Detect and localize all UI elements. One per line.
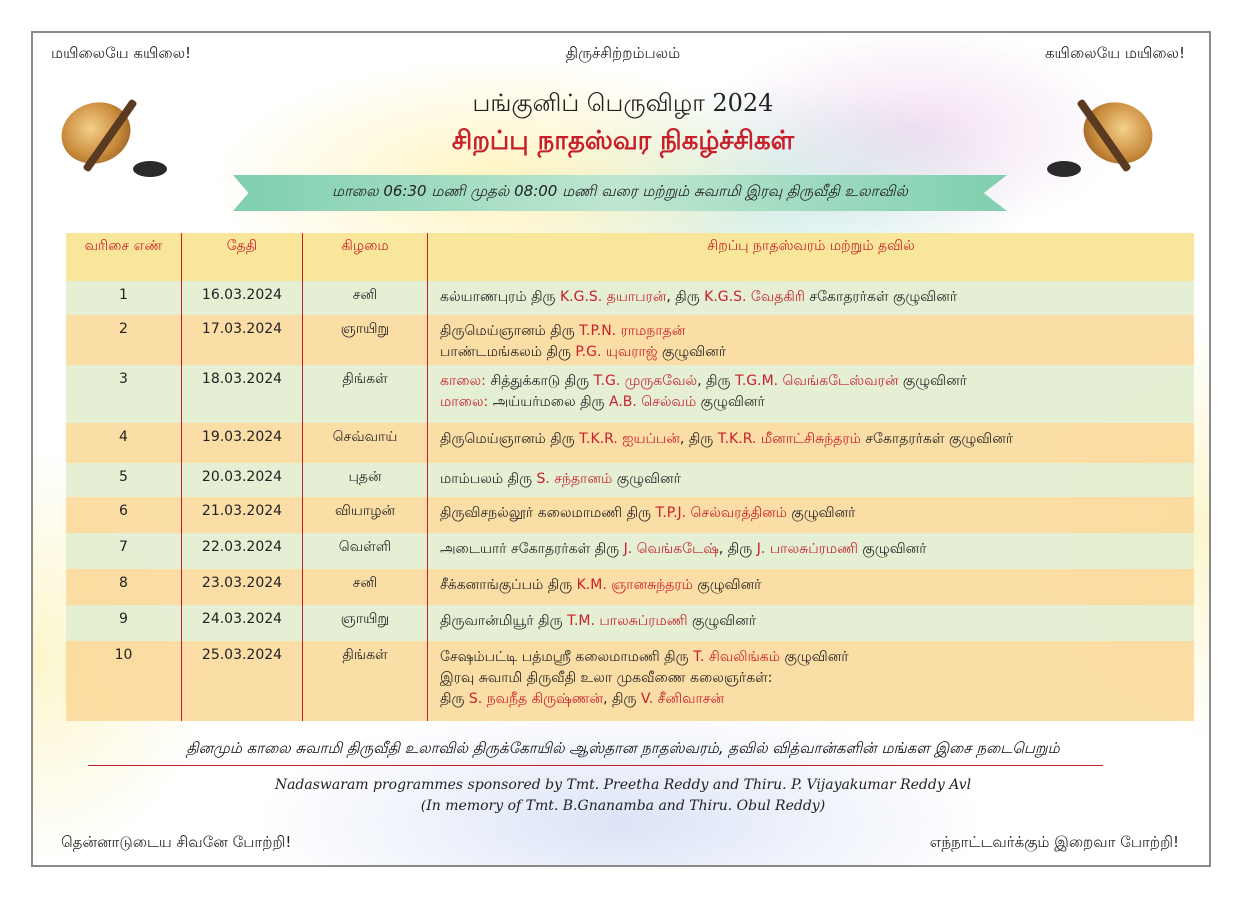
artist-line [440,371,1190,392]
cell-day: திங்கள் [303,641,428,721]
artist-text: குழுவினர் [780,649,849,665]
cell-day: வெள்ளி [303,533,428,569]
artist-name: T.K.R. மீனாட்சிசுந்தரம் [717,431,861,447]
table-row [66,605,1194,641]
artist-text: , திரு [697,373,735,389]
cell-date: 23.03.2024 [182,569,303,605]
cell-serial: 10 [66,641,182,721]
cell-serial: 6 [66,497,182,533]
artist-line [440,429,1190,450]
artist-text: திருவிசநல்லூர் கலைமாமணி திரு [440,505,656,521]
cell-artists [428,281,1195,315]
cell-day: சனி [303,281,428,315]
artist-text: அய்யர்மலை திரு [492,394,609,410]
artist-name: A.B. செல்வம் [609,394,697,410]
header-left: மயிலையே கயிலை! [51,44,192,62]
artist-text: குழுவினர் [692,577,762,593]
artist-name: K.G.S. தயாபரன் [559,289,667,305]
cell-day: சனி [303,569,428,605]
cell-date: 24.03.2024 [182,605,303,641]
artist-name: K.G.S. வேதகிரி [704,289,805,305]
artist-text: பாண்டமங்கலம் திரு [440,344,576,360]
sponsor-line: Nadaswaram programmes sponsored by Tmt. Preetha Reddy and Thiru. P. Vijayakumar Reddy Avl [274,777,972,793]
cell-serial: 8 [66,569,182,605]
table-row [66,533,1194,569]
cell-day: ஞாயிறு [303,315,428,365]
artist-text: குழுவினர் [612,471,681,487]
artist-line [440,611,1190,632]
cell-day: புதன் [303,463,428,497]
cell-serial: 5 [66,463,182,497]
table-row [66,641,1194,721]
col-header-day: கிழமை [303,233,428,281]
artist-text: குழுவினர் [657,344,727,360]
artist-text: சீக்கனாங்குப்பம் திரு [440,577,577,593]
artist-line [440,575,1190,596]
artist-name: V. சீனிவாசன் [640,691,725,707]
cell-date: 17.03.2024 [182,315,303,365]
artist-name: T.G.M. வெங்கடேஸ்வரன் [734,373,899,389]
artist-text: இரவு சுவாமி திருவீதி உலா முகவீணை கலைஞர்கள்: [440,670,773,686]
cell-date: 22.03.2024 [182,533,303,569]
table-row [66,497,1194,533]
table-body [66,281,1194,721]
artist-name: T. சிவலிங்கம் [693,649,780,665]
cell-artists [428,497,1195,533]
artist-name: T.G. முருகவேல் [593,373,698,389]
artist-name: T.M. பாலசுப்ரமணி [567,613,688,629]
artist-text: திருமெய்ஞானம் திரு [440,323,580,339]
cell-date: 18.03.2024 [182,365,303,423]
artist-name: T.P.J. செல்வரத்தினம் [655,505,787,521]
artist-line [440,539,1190,560]
col-header-date: தேதி [182,233,303,281]
page-title: பங்குனிப் பெருவிழா 2024 [472,89,774,117]
bottom-right-salutation: எந்நாட்டவர்க்கும் இறைவா போற்றி! [929,833,1179,851]
artist-text: மாம்பலம் திரு [440,471,537,487]
table-header-row [66,233,1194,281]
artist-line [440,321,1190,342]
artist-text: குழுவினர் [898,373,967,389]
artist-name: மாலை: [440,394,493,410]
col-header-serial: வரிசை எண் [66,233,182,281]
cell-artists [428,423,1195,463]
cell-serial: 1 [66,281,182,315]
artist-text: , திரு [679,431,718,447]
table-row [66,463,1194,497]
artist-text: , திரு [666,289,705,305]
cell-serial: 9 [66,605,182,641]
cell-artists [428,605,1195,641]
cell-date: 25.03.2024 [182,641,303,721]
artist-name: J. வெங்கடேஷ் [623,541,719,557]
artist-name: K.M. ஞானசுந்தரம் [576,577,693,593]
page-subtitle: சிறப்பு நாதஸ்வர நிகழ்ச்சிகள் [451,126,795,156]
bottom-left-salutation: தென்னாடுடைய சிவனே போற்றி! [61,833,292,851]
cell-artists [428,315,1195,365]
cell-artists [428,641,1195,721]
artist-text: சகோதரர்கள் குழுவினர் [804,289,958,305]
artist-text: சித்துக்காடு திரு [490,373,594,389]
cell-day: ஞாயிறு [303,605,428,641]
artist-text: சகோதரர்கள் குழுவினர் [860,431,1014,447]
artist-text: கல்யாணபுரம் திரு [440,289,560,305]
cell-serial: 4 [66,423,182,463]
table-row [66,281,1194,315]
artist-line [440,342,1190,363]
artist-text: குழுவினர் [857,541,927,557]
artist-text: குழுவினர் [696,394,765,410]
artist-text: சேஷம்பட்டி பத்மஸ்ரீ கலைமாமணி திரு [440,649,694,665]
cell-artists [428,533,1195,569]
schedule-table [66,233,1194,721]
artist-name: P.G. யுவராஜ் [575,344,658,360]
cell-day: வியாழன் [303,497,428,533]
table-row [66,569,1194,605]
artist-line [440,503,1190,524]
col-header-artists: சிறப்பு நாதஸ்வரம் மற்றும் தவில் [428,233,1195,281]
cell-serial: 2 [66,315,182,365]
artist-text: திருவான்மியூர் திரு [440,613,568,629]
cell-date: 21.03.2024 [182,497,303,533]
artist-text: திரு [440,691,469,707]
artist-text: , திரு [603,691,641,707]
header-right: கயிலையே மயிலை! [1044,44,1185,62]
artist-line [440,668,1190,689]
artist-line [440,287,1190,308]
artist-name: T.P.N. ராமநாதன் [579,323,686,339]
timing-ribbon-text: மாலை 06:30 மணி முதல் 08:00 மணி வரை மற்றும் சுவாமி இரவு திருவீதி உலாவில் [332,182,908,200]
cell-date: 20.03.2024 [182,463,303,497]
artist-text: திருமெய்ஞானம் திரு [440,431,580,447]
artist-line [440,392,1190,413]
cell-day: செவ்வாய் [303,423,428,463]
artist-name: T.K.R. ஐயப்பன் [579,431,680,447]
artist-text: குழுவினர் [687,613,757,629]
artist-line [440,647,1190,668]
artist-line [440,469,1190,490]
poster-frame [31,31,1211,867]
artist-name: S. நவநீத கிருஷ்ணன் [468,691,604,707]
cell-serial: 7 [66,533,182,569]
artist-line [440,689,1190,710]
artist-text: குழுவினர் [786,505,856,521]
cell-artists [428,365,1195,423]
cell-date: 19.03.2024 [182,423,303,463]
artist-name: S. சந்தானம் [536,471,613,487]
artist-name: காலை: [440,373,491,389]
artist-text: , திரு [718,541,757,557]
table-row [66,365,1194,423]
header-center: திருச்சிற்றம்பலம் [565,44,681,62]
artist-name: J. பாலசுப்ரமணி [756,541,858,557]
table-row [66,423,1194,463]
artist-text: அடையார் சகோதரர்கள் திரு [440,541,624,557]
divider [88,765,1103,766]
cell-serial: 3 [66,365,182,423]
daily-note: தினமும் காலை சுவாமி திருவீதி உலாவில் திருக்கோயில் ஆஸ்தான நாதஸ்வரம், தவில் வித்வான்களின் மங்கள இசை நடைபெறும் [186,739,1060,757]
memorial-line: (In memory of Tmt. B.Gnanamba and Thiru. Obul Reddy) [420,798,826,814]
cell-day: திங்கள் [303,365,428,423]
cell-date: 16.03.2024 [182,281,303,315]
cell-artists [428,569,1195,605]
cell-artists [428,463,1195,497]
table-row [66,315,1194,365]
